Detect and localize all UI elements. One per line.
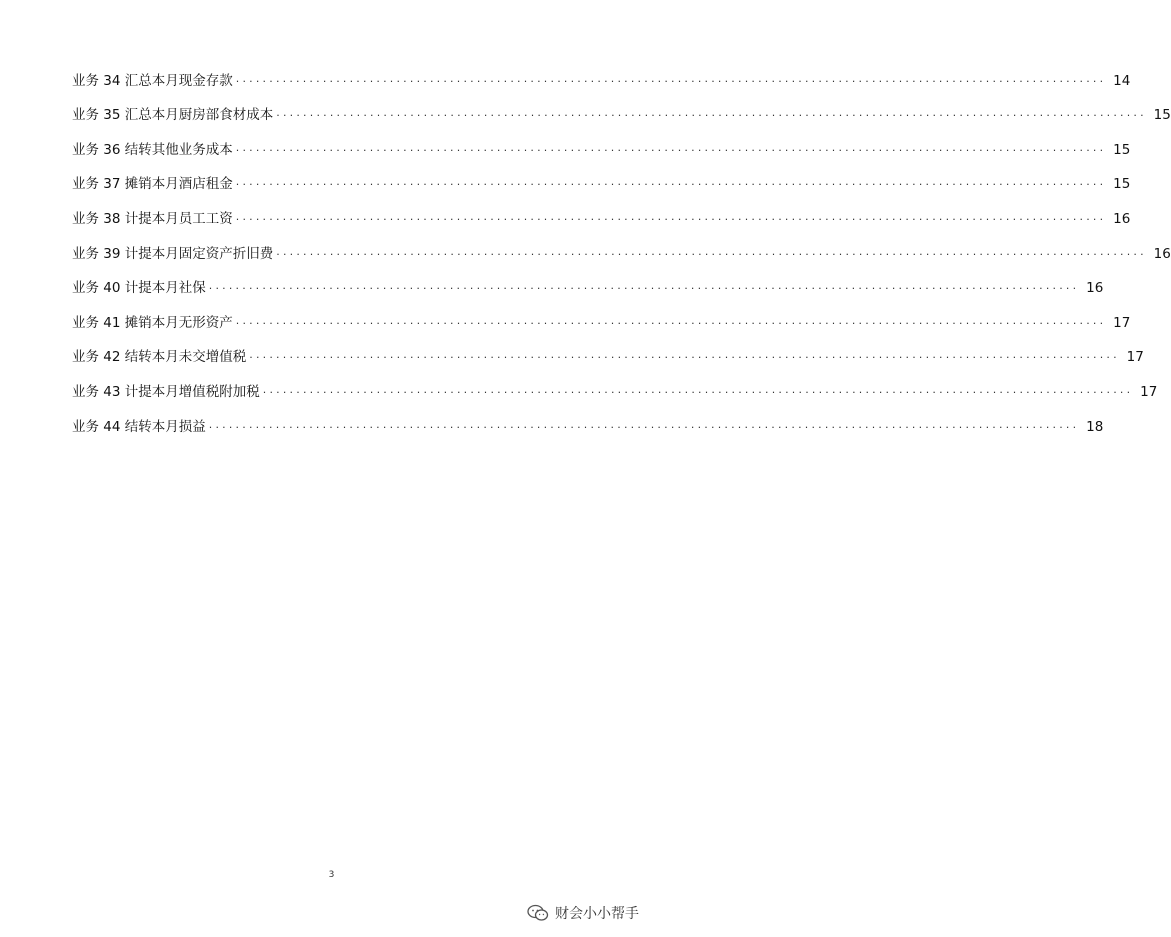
table-of-contents: [72, 54, 1171, 435]
toc-entry[interactable]: [72, 123, 1131, 158]
toc-dot-leader: ..................................................................................................................................: [235, 209, 1107, 223]
toc-entry-title: 业务 34 汇总本月现金存款: [72, 72, 233, 89]
toc-entry-page: 16: [1153, 245, 1171, 262]
toc-dot-leader: ..................................................................................................................................: [235, 175, 1107, 189]
toc-entry[interactable]: [72, 331, 1144, 366]
toc-entry[interactable]: [72, 54, 1131, 89]
toc-entry[interactable]: [72, 89, 1171, 124]
toc-entry[interactable]: [72, 296, 1131, 331]
toc-entry[interactable]: [72, 262, 1104, 297]
toc-entry[interactable]: [72, 400, 1104, 435]
toc-entry[interactable]: [72, 365, 1158, 400]
toc-entry[interactable]: [72, 227, 1171, 262]
toc-entry-title: 业务 37 摊销本月酒店租金: [72, 176, 233, 193]
toc-entry-page: 14: [1113, 72, 1131, 89]
toc-entry-page: 18: [1086, 418, 1104, 435]
toc-entry[interactable]: [72, 192, 1131, 227]
toc-entry-title: 业务 44 结转本月损益: [72, 418, 206, 435]
toc-dot-leader: ..................................................................................................................................: [208, 279, 1080, 293]
toc-entry-page: 17: [1126, 349, 1144, 366]
toc-entry-page: 17: [1140, 383, 1158, 400]
toc-entry-page: 16: [1086, 280, 1104, 297]
watermark-text: 财会小小帮手: [555, 906, 639, 922]
toc-entry[interactable]: [72, 158, 1131, 193]
toc-entry-title: 业务 41 摊销本月无形资产: [72, 314, 233, 331]
toc-dot-leader: ..................................................................................................................................: [235, 313, 1107, 327]
toc-entry-title: 业务 39 计提本月固定资产折旧费: [72, 245, 274, 262]
wechat-icon: [527, 904, 549, 922]
toc-entry-title: 业务 36 结转其他业务成本: [72, 141, 233, 158]
toc-dot-leader: ..................................................................................................................................: [249, 348, 1120, 362]
toc-entry-page: 15: [1153, 107, 1171, 124]
toc-dot-leader: ..................................................................................................................................: [276, 244, 1147, 258]
toc-dot-leader: ..................................................................................................................................: [276, 106, 1147, 120]
toc-entry-page: 15: [1113, 176, 1131, 193]
toc-dot-leader: ..................................................................................................................................: [208, 417, 1080, 431]
toc-dot-leader: ..................................................................................................................................: [235, 140, 1107, 154]
toc-entry-title: 业务 43 计提本月增值税附加税: [72, 383, 260, 400]
toc-entry-title: 业务 40 计提本月社保: [72, 280, 206, 297]
toc-dot-leader: ..................................................................................................................................: [262, 382, 1134, 396]
watermark: [527, 903, 639, 923]
toc-entry-page: 15: [1113, 141, 1131, 158]
toc-entry-page: 17: [1113, 314, 1131, 331]
toc-entry-title: 业务 38 计提本月员工工资: [72, 210, 233, 227]
toc-entry-title: 业务 42 结转本月未交增值税: [72, 349, 247, 366]
toc-entry-title: 业务 35 汇总本月厨房部食材成本: [72, 107, 274, 124]
page-number: 3: [328, 870, 335, 880]
toc-entry-page: 16: [1113, 210, 1131, 227]
toc-dot-leader: ..................................................................................................................................: [235, 71, 1107, 85]
